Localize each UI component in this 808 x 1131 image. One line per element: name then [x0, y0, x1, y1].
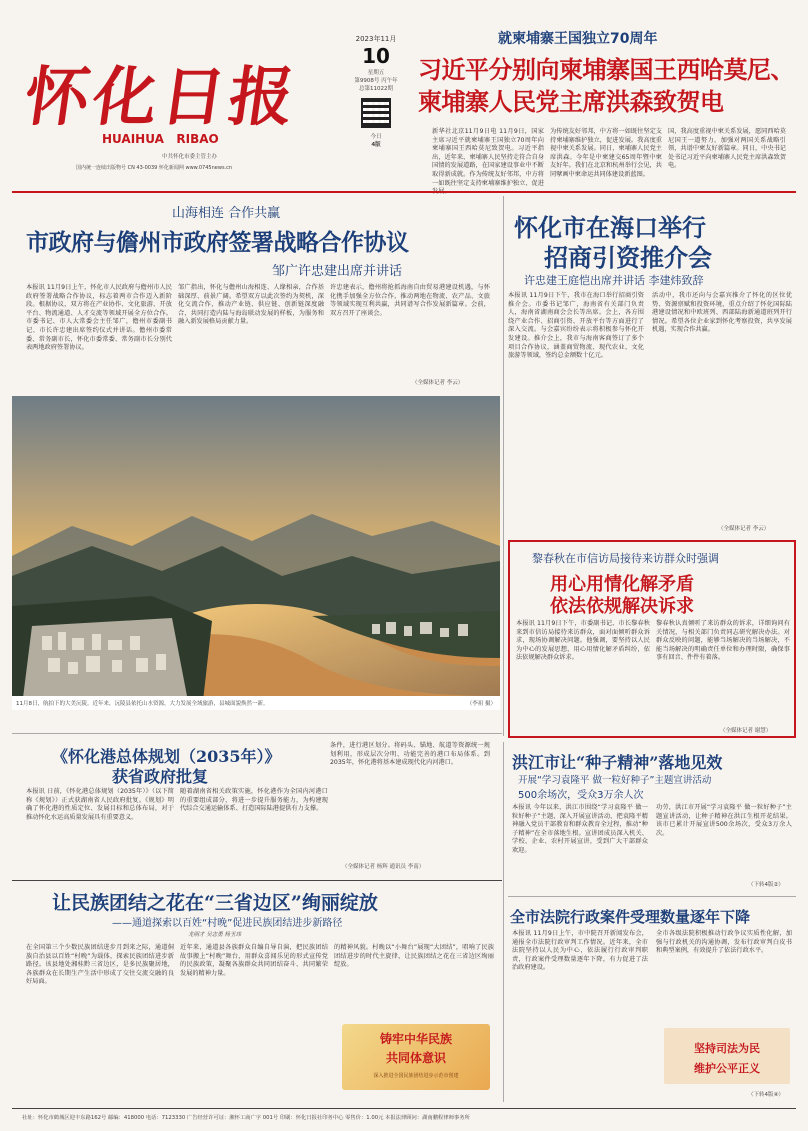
- story-haikou-deck: 许忠建王庭恺出席并讲话 李建炜致辞: [524, 274, 704, 287]
- story-port-plan-col-1: 本报讯 日前，《怀化港总体规划（2035年）》（以下简称《规划》）正式获湖南省人民政府批复。《规划》明确了怀化港的性质定位、发展目标和总体布局，对于推动怀化水运高质量发展具有重要意义。: [26, 788, 174, 821]
- court-slogan-line-1: 坚持司法为民: [694, 1042, 760, 1055]
- masthead-info: 国内统一连续出版物号 CN 43-0039 怀化新闻网 www.0745news.cn: [76, 165, 233, 171]
- masthead: [12, 28, 342, 178]
- masthead-pinyin: HUAIHUA RIBAO: [102, 132, 219, 146]
- top-story-col-3: 国，我高度重视中柬关系发展，愿同西哈莫尼国王一道努力，加强对两国关系战略引领，共谱中柬友好新篇章。同日，中央书记处书记习近平向柬埔寨人民党主席洪森致贺电。: [668, 128, 786, 170]
- court-slogan-line-2: 维护公平正义: [694, 1062, 760, 1075]
- story-unity-deck: ——通道探索以百姓“村晚”促进民族团结进步新路径: [112, 918, 343, 929]
- story-danzhou-headline[interactable]: 市政府与儋州市政府签署战略合作协议: [26, 229, 409, 256]
- pages-count: 4版: [371, 142, 381, 148]
- masthead-sponsor: 中共怀化市委主管主办: [162, 154, 218, 160]
- qr-code[interactable]: [361, 98, 391, 128]
- photo-caption-bar: [12, 696, 500, 710]
- story-danzhou-col-2: 邹广指出，怀化与儋州山海相连、人缘相亲，合作基础深厚、前景广阔。希望双方以此次签约为契机，深化交流合作，推动产业链、供应链、创新链深度融合，共同打造内陆与海岛联动发展的样板，为服务和融入新发展格局贡献力量。: [178, 284, 324, 326]
- top-story-kicker: 就柬埔寨王国独立70周年: [498, 31, 658, 47]
- top-story-col-2: 为传统友好邻邦，中方将一如既往坚定支持柬埔寨维护独立，促进发展。我高度重视中柬关系发展。同日，柬埔寨人民党主席洪森。今年是中柬建交65周年暨中柬友好年。我们在北京和杭州举行会见，共同擘画中柬命运共同体建设新蓝图。: [550, 128, 662, 178]
- story-petition-headline-2[interactable]: 依法依规解决诉求: [550, 596, 694, 617]
- story-petition-col-2: 黎春秋认真倾听了来访群众的诉求，详细询问有关情况，与相关部门负责同志研究解决办法。对群众反映的问题，能够当场解决的当场解决，不能当场解决的明确责任单位和办理时限，确保事事有回音、件件有着落。: [656, 620, 790, 662]
- story-haikou: [508, 200, 796, 530]
- story-unity-col-1: 在全国第三个少数民族团结进步月到来之际，通道侗族自治县以百姓“村晚”为载体，探索民族团结进步新路径。该县地处湘桂黔三省边区，是多民族聚居地，各族群众在长期生产生活中形成了交往交流交融的良好局面。: [26, 944, 174, 986]
- story-unity-headline[interactable]: 让民族团结之花在“三省边区”绚丽绽放: [52, 892, 378, 914]
- story-seed-deck-2: 500余场次，受众3万余人次: [518, 790, 644, 801]
- story-port-plan-col-2: 随着湖南省相关政策实施，怀化港作为全国内河港口的重要组成部分，将进一步提升服务能力，为构建现代综合交通运输体系、打造国际陆港提供有力支撑。: [180, 788, 328, 813]
- story-seed-col-2: 功劳，洪江市开展“学习袁隆平 做一粒好种子”主题宣讲活动，让种子精神在洪江生根开花结果。该市已累计开展宣讲500余场次，受众3万余人次。: [656, 804, 792, 837]
- issue-number: 第9908号 丙午年: [354, 78, 398, 84]
- story-danzhou: [12, 200, 502, 390]
- footer-rule: [12, 1108, 796, 1109]
- pages-label: 今日: [370, 134, 382, 140]
- story-port-plan: [12, 738, 502, 878]
- story-seed: [508, 742, 796, 894]
- story-unity-col-3: 的精神风貌。村晚以“小舞台”展现“大团结”，唱响了民族团结进步的时代主旋律，让民族团结之花在三省边区绚丽绽放。: [334, 944, 494, 969]
- top-story-col-1: 新华社北京11月9日电 11月9日，国家主席习近平就柬埔寨王国独立70周年向柬埔寨国王西哈莫尼致贺电。习近平指出，近年来，柬埔寨人民坚持走符合自身国情的发展道路，在国家建设事业中不断取得新成就。作为传统友好邻邦，中方将一如既往坚定支持柬埔寨维护独立、促进: [432, 128, 544, 187]
- story-court-col-2: 全市各级法院积极推动行政争议实质性化解，加强与行政机关的沟通协调，发布行政审判白皮书和典型案例，有效提升了依法行政水平。: [656, 930, 792, 955]
- top-story: [418, 28, 796, 188]
- column-divider: [503, 196, 504, 736]
- story-port-plan-byline: （全媒体记者 杨辉 通讯员 李南）: [342, 864, 425, 870]
- story-danzhou-kicker: 山海相连 合作共赢: [172, 206, 281, 221]
- story-port-plan-headline-2[interactable]: 获省政府批复: [112, 767, 209, 786]
- photo-credit: （李祖 摄）: [466, 701, 496, 707]
- story-seed-headline[interactable]: 洪江市让“种子精神”落地见效: [512, 753, 723, 772]
- top-story-headline-1[interactable]: 习近平分别向柬埔寨国王西哈莫尼、: [418, 55, 794, 84]
- issue-total: 总第11022期: [359, 86, 393, 92]
- story-petition-col-1: 本报讯 11月9日下午，市委副书记、市长黎春秋来到市信访局接待来访群众，面对面倾听群众诉求，现场协调解决问题。他强调，要坚持以人民为中心的发展思想，用心用情化解矛盾纠纷，依法依规解决群众诉求。: [516, 620, 650, 662]
- story-petition-byline: （全媒体记者 谢慧）: [720, 728, 772, 734]
- story-haikou-headline-1[interactable]: 怀化市在海口举行: [514, 213, 706, 242]
- story-seed-deck-1: 开展“学习袁隆平 做一粒好种子”主题宣讲活动: [518, 775, 712, 786]
- story-unity: [12, 884, 502, 1104]
- landscape-image: [12, 396, 500, 710]
- masthead-rule: [12, 191, 796, 193]
- story-petition: [508, 540, 796, 738]
- story-court-byline[interactable]: （下转4版④）: [748, 1092, 784, 1098]
- story-port-plan-headline-1[interactable]: 《怀化港总体规划（2035年）》: [52, 747, 281, 766]
- date-year-month: 2023年11月: [355, 35, 397, 43]
- court-slogan-badge: [664, 1028, 790, 1084]
- weekday: 星期五: [367, 70, 385, 76]
- story-haikou-byline: （全媒体记者 李云）: [718, 526, 770, 532]
- story-seed-byline[interactable]: （下转4版②）: [748, 882, 784, 888]
- story-unity-byline: 龙明才 吴志勇 杨玉玮: [188, 932, 241, 938]
- story-haikou-col-2: 活动中，我市还向与会嘉宾推介了怀化的区位优势、资源禀赋和投资环境，重点介绍了怀化国际陆港建设情况和中欧班列、西部陆海新通道班列开行情况。希望各位企业家到怀化考察投资，共享发展机遇，实现合作共赢。: [652, 292, 792, 334]
- photo-yuanling[interactable]: [12, 396, 500, 710]
- story-haikou-col-1: 本报讯 11月9日下午，我市在海口举行招商引资推介会。市委书记邹广，海南省有关部门负责人，海南省湖南商会会长等出席。会上，各方围绕产业合作、招商引资、开放平台等方面进行了深入交流。与会嘉宾纷纷表示将积极参与怀化开发建设。推介会上，我市与海南客商签订了多个项目合作协议，涵盖商贸物流、现代农业、文化旅游等领域，签约总金额数十亿元。: [508, 292, 644, 360]
- story-seed-col-1: 本报讯 今年以来，洪江市围绕“学习袁隆平 做一粒好种子”主题，深入开展宣讲活动，把袁隆平精神融入党员干部教育和群众教育全过程，推动“种子精神”在全市落地生根。宣讲团成员深入机关、学校、企业、农村开展宣讲，受到广大干部群众欢迎。: [512, 804, 648, 854]
- unity-promo-line-1: 铸牢中华民族: [379, 1032, 452, 1046]
- footer-info: 社址：怀化市鹤城区迎丰东路162号 邮编：418000 电话：7123330 广告经营许可证：湘怀工商广字 001号 印刷：怀化日报社印务中心 零售价：1.00元 本报法律顾问：湖南鹏程律师事务所: [22, 1115, 470, 1121]
- column-divider-2: [503, 742, 504, 1102]
- story-petition-kicker: 黎春秋在市信访局接待来访群众时强调: [532, 552, 719, 565]
- section-divider-1: [12, 733, 502, 734]
- story-court-headline[interactable]: 全市法院行政案件受理数量逐年下降: [510, 908, 751, 926]
- story-danzhou-col-1: 本报讯 11月9日上午，怀化市人民政府与儋州市人民政府签署战略合作协议，标志着两市合作迈入新阶段。根据协议，双方将在产业协作、文化旅游、开放平台、物流通道、人才交流等领域开展全方位合作。市委书记、市人大常委会主任邹广，儋州市委副书记、市长许忠建出席签约仪式并讲话。儋州市委常委、常务副市长，怀化市委常委、常务副市长分别代表两地政府签署协议。: [26, 284, 172, 352]
- story-court: [508, 900, 796, 1104]
- date-day: 10: [362, 44, 390, 68]
- story-danzhou-deck: 邹广许忠建出席并讲话: [272, 264, 403, 279]
- section-divider-3: [12, 880, 502, 881]
- story-port-plan-col-3: 条件，进行港区划分。将码头、锚地、航道等资源统一规划利用，形成层次分明、功能完善的港口布局体系。到2035年，怀化港将基本建成现代化内河港口。: [330, 742, 490, 767]
- story-petition-headline-1[interactable]: 用心用情化解矛盾: [550, 574, 694, 595]
- top-story-headline-2[interactable]: 柬埔寨人民党主席洪森致贺电: [418, 87, 724, 116]
- photo-caption: 11月8日，航拍下的大美沅陵。近年来，沅陵县依托山水资源，大力发展全域旅游，县城面貌焕然一新。: [16, 701, 269, 707]
- story-haikou-headline-2[interactable]: 招商引资推介会: [544, 243, 712, 272]
- section-divider-2: [508, 896, 796, 897]
- date-box: [342, 32, 410, 182]
- story-court-col-1: 本报讯 11月9日上午，市中院召开新闻发布会，通报全市法院行政审判工作情况。近年来，全市法院坚持以人民为中心，依法履行行政审判职责，行政案件受理数量逐年下降，有力促进了法治政府建设。: [512, 930, 648, 972]
- story-danzhou-col-3: 许忠建表示，儋州将抢抓海南自由贸易港建设机遇，与怀化携手加强全方位合作，推动两地在物流、农产品、文旅等领域实现互利共赢，共同谱写合作发展新篇章。会前，双方召开了座谈会。: [330, 284, 490, 317]
- unity-promo-banner[interactable]: [342, 1024, 490, 1090]
- story-unity-col-2: 近年来，通道县各族群众自编自导自演，把民族团结故事搬上“村晚”舞台，用群众喜闻乐见的形式宣传党的民族政策，凝聚各族群众共同团结奋斗、共同繁荣发展的精神力量。: [180, 944, 328, 977]
- unity-promo-line-3: 深入推进全国民族团结进步示范市创建: [373, 1073, 459, 1079]
- story-danzhou-byline: （全媒体记者 李云）: [412, 380, 464, 386]
- masthead-title: 怀化日报: [19, 60, 303, 135]
- unity-promo-line-2: 共同体意识: [385, 1051, 446, 1065]
